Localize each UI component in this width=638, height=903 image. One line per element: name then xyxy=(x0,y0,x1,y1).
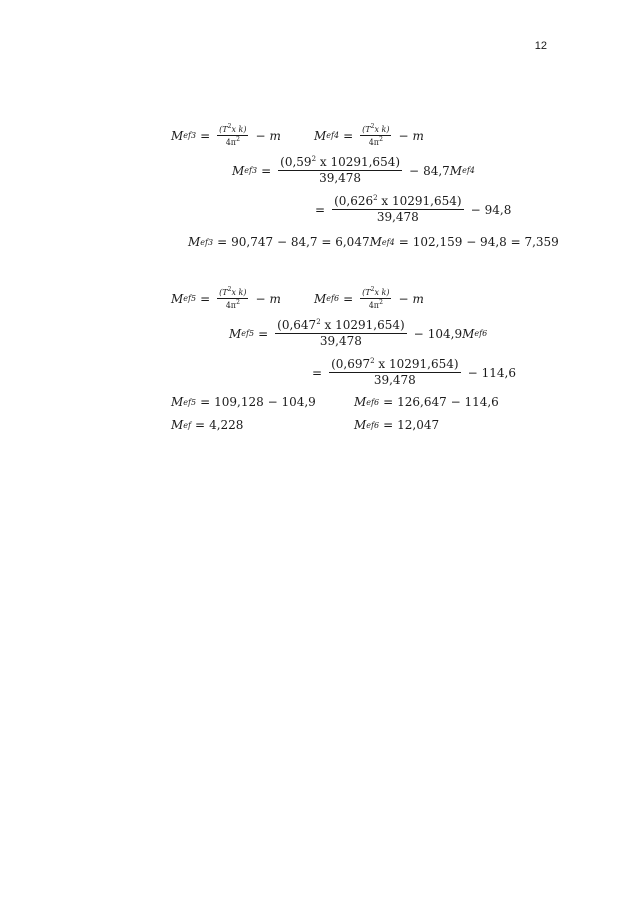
symbol-mass: m xyxy=(269,128,281,143)
formula-mef5-substitution: M ef5 = $\frac{(0,647^2 x 10291,654)}{39,478}$ − 104,9 M ef6 xyxy=(229,318,488,348)
formula-mef5-result-step: M ef5 = 109,128 − 104,9 xyxy=(171,395,316,409)
subscript: ef3 xyxy=(183,131,197,140)
fraction xyxy=(360,123,391,148)
symbol-mass: m xyxy=(412,128,424,143)
fraction: $\frac{(0,647^2 x 10291,654)}{39,478}$ xyxy=(277,318,405,348)
fraction: $\frac{(T^2x k)}{4\pi^2}$ xyxy=(219,286,247,310)
numerator: (0,626$^2$ x 10291,654) xyxy=(334,194,462,208)
page-number: 12 xyxy=(534,40,547,52)
formula-mef3-substitution: M ef3 = $\frac{(0,59^2 x 10291,654)}{39,478}$ − 84,7 M ef4 xyxy=(232,155,475,185)
fraction xyxy=(217,123,248,148)
formula-mef5-definition: M ef5 = $\frac{(T^2x k)}{4\pi^2}$ − m xyxy=(171,286,281,310)
numerator: (0,59$^2$ x 10291,654) xyxy=(280,155,401,169)
equals-sign: = xyxy=(200,128,211,143)
formula-mef6-result: M ef6 = 12,047 xyxy=(354,418,440,432)
subscript: ef4 xyxy=(326,131,340,140)
equals-sign: = xyxy=(343,128,354,143)
minus-sign: − xyxy=(255,128,266,143)
formula-mef3-definition xyxy=(171,123,281,148)
formula-mef4-substitution: = $\frac{(0,626^2 x 10291,654)}{39,478}$ − 94,8 xyxy=(315,194,512,224)
denominator: $4\pi^2$ xyxy=(225,136,240,147)
numerator: ($T^2x$ k) xyxy=(362,123,390,134)
denominator: 39,478 xyxy=(376,210,419,224)
fraction xyxy=(278,155,402,186)
numerator: ($T^2x$ k) xyxy=(219,123,247,134)
fraction: $\frac{(T^2x k)}{4\pi^2}$ xyxy=(362,286,390,310)
formula-mef6-definition: M ef6 = $\frac{(T^2x k)}{4\pi^2}$ − m xyxy=(314,286,424,310)
symbol-m: M xyxy=(314,128,327,143)
denominator: $4\pi^2$ xyxy=(368,136,383,147)
minus-sign: − xyxy=(398,128,409,143)
formula-mef6-substitution: = $\frac{(0,697^2 x 10291,654)}{39,478}$ − 114,6 xyxy=(312,357,516,387)
fraction xyxy=(332,194,464,225)
formula-results-mef3-mef4: M ef3 = 90,747 − 84,7 = 6,047 M ef4 = 102,159 − 94,8 = 7,359 xyxy=(188,235,559,249)
fraction: $\frac{(0,697^2 x 10291,654)}{39,478}$ xyxy=(331,357,459,387)
symbol-m: M xyxy=(171,128,184,143)
formula-mef-result: M ef = 4,228 xyxy=(171,418,244,432)
formula-mef6-result-step: M ef6 = 126,647 − 114,6 xyxy=(354,395,499,409)
denominator: 39,478 xyxy=(319,171,362,185)
formula-mef4-definition xyxy=(314,123,424,148)
